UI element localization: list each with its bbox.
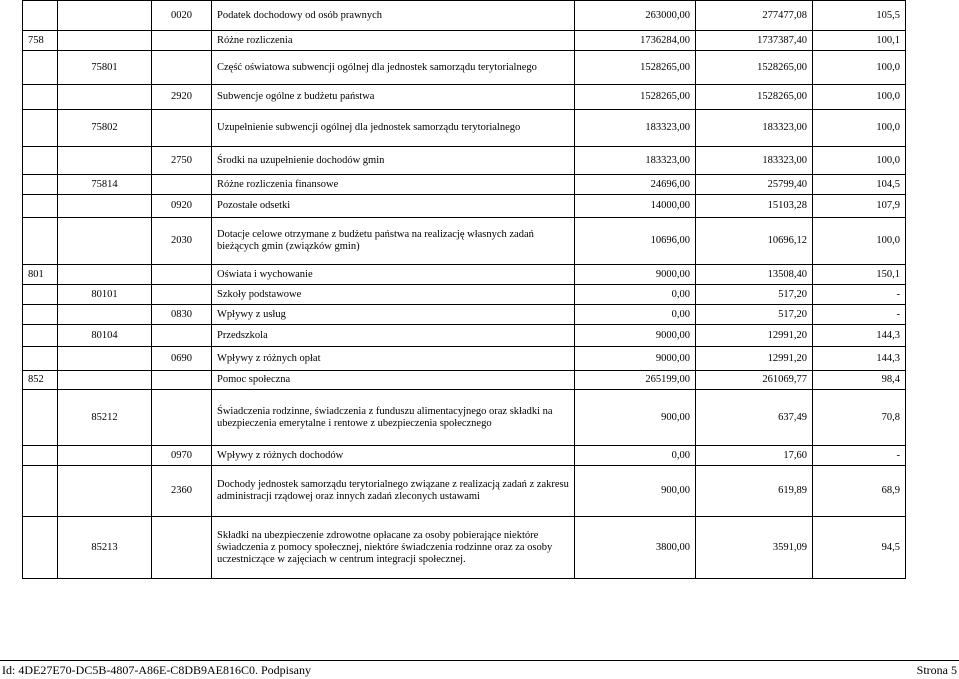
percent-cell: 100,0 bbox=[813, 110, 906, 147]
percent-cell: 98,4 bbox=[813, 371, 906, 390]
description-cell: Różne rozliczenia finansowe bbox=[212, 175, 575, 195]
paragraph-cell: 2030 bbox=[152, 218, 212, 265]
planned-amount-cell: 265199,00 bbox=[575, 371, 696, 390]
chapter-cell bbox=[58, 195, 152, 218]
section-cell bbox=[23, 110, 58, 147]
chapter-cell bbox=[58, 218, 152, 265]
section-cell bbox=[23, 347, 58, 371]
table-row bbox=[23, 147, 906, 175]
table-row bbox=[23, 218, 906, 265]
section-cell bbox=[23, 195, 58, 218]
percent-cell: 100,0 bbox=[813, 51, 906, 85]
planned-amount-cell: 0,00 bbox=[575, 446, 696, 466]
planned-amount-cell: 9000,00 bbox=[575, 325, 696, 347]
paragraph-cell: 0920 bbox=[152, 195, 212, 218]
percent-cell: 100,1 bbox=[813, 31, 906, 51]
description-cell: Świadczenia rodzinne, świadczenia z funduszu alimentacyjnego oraz składki na ubezpieczenia emerytalne i rentowe z ubezpieczenia społecznego bbox=[212, 390, 575, 446]
percent-cell: 150,1 bbox=[813, 265, 906, 285]
description-cell: Dotacje celowe otrzymane z budżetu państwa na realizację własnych zadań bieżących gmin (związków gmin) bbox=[212, 218, 575, 265]
chapter-cell: 75802 bbox=[58, 110, 152, 147]
executed-amount-cell: 12991,20 bbox=[696, 325, 813, 347]
planned-amount-cell: 1528265,00 bbox=[575, 85, 696, 110]
planned-amount-cell: 3800,00 bbox=[575, 517, 696, 579]
chapter-cell bbox=[58, 446, 152, 466]
chapter-cell bbox=[58, 305, 152, 325]
table-row bbox=[23, 390, 906, 446]
percent-cell: 100,0 bbox=[813, 147, 906, 175]
executed-amount-cell: 1737387,40 bbox=[696, 31, 813, 51]
percent-cell: 100,0 bbox=[813, 218, 906, 265]
planned-amount-cell: 1736284,00 bbox=[575, 31, 696, 51]
planned-amount-cell: 263000,00 bbox=[575, 1, 696, 31]
percent-cell: - bbox=[813, 446, 906, 466]
executed-amount-cell: 17,60 bbox=[696, 446, 813, 466]
budget-table bbox=[22, 0, 906, 579]
planned-amount-cell: 900,00 bbox=[575, 466, 696, 517]
paragraph-cell bbox=[152, 31, 212, 51]
planned-amount-cell: 14000,00 bbox=[575, 195, 696, 218]
planned-amount-cell: 900,00 bbox=[575, 390, 696, 446]
chapter-cell bbox=[58, 371, 152, 390]
chapter-cell bbox=[58, 85, 152, 110]
paragraph-cell: 0830 bbox=[152, 305, 212, 325]
executed-amount-cell: 15103,28 bbox=[696, 195, 813, 218]
paragraph-cell bbox=[152, 325, 212, 347]
chapter-cell bbox=[58, 265, 152, 285]
section-cell bbox=[23, 85, 58, 110]
percent-cell: 144,3 bbox=[813, 325, 906, 347]
chapter-cell: 85213 bbox=[58, 517, 152, 579]
table-row bbox=[23, 285, 906, 305]
description-cell: Różne rozliczenia bbox=[212, 31, 575, 51]
planned-amount-cell: 1528265,00 bbox=[575, 51, 696, 85]
paragraph-cell bbox=[152, 110, 212, 147]
section-cell bbox=[23, 147, 58, 175]
percent-cell: 107,9 bbox=[813, 195, 906, 218]
description-cell: Szkoły podstawowe bbox=[212, 285, 575, 305]
section-cell bbox=[23, 51, 58, 85]
executed-amount-cell: 25799,40 bbox=[696, 175, 813, 195]
percent-cell: 105,5 bbox=[813, 1, 906, 31]
paragraph-cell: 2920 bbox=[152, 85, 212, 110]
section-cell bbox=[23, 305, 58, 325]
table-row bbox=[23, 1, 906, 31]
planned-amount-cell: 0,00 bbox=[575, 285, 696, 305]
paragraph-cell bbox=[152, 265, 212, 285]
paragraph-cell: 2750 bbox=[152, 147, 212, 175]
paragraph-cell bbox=[152, 390, 212, 446]
chapter-cell: 80104 bbox=[58, 325, 152, 347]
executed-amount-cell: 1528265,00 bbox=[696, 85, 813, 110]
table-row bbox=[23, 325, 906, 347]
planned-amount-cell: 9000,00 bbox=[575, 265, 696, 285]
table-row bbox=[23, 517, 906, 579]
executed-amount-cell: 517,20 bbox=[696, 285, 813, 305]
percent-cell: 104,5 bbox=[813, 175, 906, 195]
executed-amount-cell: 10696,12 bbox=[696, 218, 813, 265]
executed-amount-cell: 261069,77 bbox=[696, 371, 813, 390]
description-cell: Wpływy z różnych dochodów bbox=[212, 446, 575, 466]
percent-cell: 100,0 bbox=[813, 85, 906, 110]
table-row bbox=[23, 265, 906, 285]
description-cell: Pozostałe odsetki bbox=[212, 195, 575, 218]
paragraph-cell: 0690 bbox=[152, 347, 212, 371]
percent-cell: - bbox=[813, 305, 906, 325]
executed-amount-cell: 12991,20 bbox=[696, 347, 813, 371]
description-cell: Wpływy z usług bbox=[212, 305, 575, 325]
table-row bbox=[23, 446, 906, 466]
chapter-cell: 80101 bbox=[58, 285, 152, 305]
description-cell: Uzupełnienie subwencji ogólnej dla jednostek samorządu terytorialnego bbox=[212, 110, 575, 147]
section-cell: 801 bbox=[23, 265, 58, 285]
percent-cell: - bbox=[813, 285, 906, 305]
section-cell bbox=[23, 466, 58, 517]
section-cell bbox=[23, 517, 58, 579]
executed-amount-cell: 619,89 bbox=[696, 466, 813, 517]
page-number: Strona 5 bbox=[916, 663, 957, 677]
description-cell: Środki na uzupełnienie dochodów gmin bbox=[212, 147, 575, 175]
description-cell: Przedszkola bbox=[212, 325, 575, 347]
chapter-cell bbox=[58, 1, 152, 31]
paragraph-cell: 2360 bbox=[152, 466, 212, 517]
table-row bbox=[23, 195, 906, 218]
budget-table-body bbox=[23, 1, 906, 579]
chapter-cell bbox=[58, 147, 152, 175]
percent-cell: 144,3 bbox=[813, 347, 906, 371]
planned-amount-cell: 9000,00 bbox=[575, 347, 696, 371]
section-cell bbox=[23, 1, 58, 31]
paragraph-cell bbox=[152, 175, 212, 195]
description-cell: Część oświatowa subwencji ogólnej dla jednostek samorządu terytorialnego bbox=[212, 51, 575, 85]
table-row bbox=[23, 85, 906, 110]
section-cell: 852 bbox=[23, 371, 58, 390]
planned-amount-cell: 24696,00 bbox=[575, 175, 696, 195]
percent-cell: 68,9 bbox=[813, 466, 906, 517]
paragraph-cell: 0970 bbox=[152, 446, 212, 466]
chapter-cell: 75801 bbox=[58, 51, 152, 85]
planned-amount-cell: 0,00 bbox=[575, 305, 696, 325]
percent-cell: 94,5 bbox=[813, 517, 906, 579]
table-row bbox=[23, 51, 906, 85]
description-cell: Subwencje ogólne z budżetu państwa bbox=[212, 85, 575, 110]
executed-amount-cell: 3591,09 bbox=[696, 517, 813, 579]
section-cell bbox=[23, 325, 58, 347]
chapter-cell: 85212 bbox=[58, 390, 152, 446]
description-cell: Pomoc społeczna bbox=[212, 371, 575, 390]
paragraph-cell: 0020 bbox=[152, 1, 212, 31]
section-cell bbox=[23, 446, 58, 466]
document-id: Id: 4DE27E70-DC5B-4807-A86E-C8DB9AE816C0. Podpisany bbox=[2, 663, 311, 677]
paragraph-cell bbox=[152, 517, 212, 579]
section-cell bbox=[23, 218, 58, 265]
paragraph-cell bbox=[152, 285, 212, 305]
chapter-cell bbox=[58, 466, 152, 517]
description-cell: Wpływy z różnych opłat bbox=[212, 347, 575, 371]
planned-amount-cell: 183323,00 bbox=[575, 110, 696, 147]
planned-amount-cell: 10696,00 bbox=[575, 218, 696, 265]
chapter-cell bbox=[58, 31, 152, 51]
table-row bbox=[23, 466, 906, 517]
description-cell: Dochody jednostek samorządu terytorialnego związane z realizacją zadań z zakresu administracji rządowej oraz innych zadań zleconych ustawami bbox=[212, 466, 575, 517]
table-row bbox=[23, 110, 906, 147]
page-footer bbox=[0, 660, 959, 679]
executed-amount-cell: 637,49 bbox=[696, 390, 813, 446]
chapter-cell bbox=[58, 347, 152, 371]
description-cell: Podatek dochodowy od osób prawnych bbox=[212, 1, 575, 31]
section-cell bbox=[23, 390, 58, 446]
paragraph-cell bbox=[152, 51, 212, 85]
planned-amount-cell: 183323,00 bbox=[575, 147, 696, 175]
table-row bbox=[23, 31, 906, 51]
executed-amount-cell: 517,20 bbox=[696, 305, 813, 325]
table-row bbox=[23, 347, 906, 371]
chapter-cell: 75814 bbox=[58, 175, 152, 195]
executed-amount-cell: 277477,08 bbox=[696, 1, 813, 31]
executed-amount-cell: 13508,40 bbox=[696, 265, 813, 285]
section-cell: 758 bbox=[23, 31, 58, 51]
section-cell bbox=[23, 175, 58, 195]
description-cell: Składki na ubezpieczenie zdrowotne opłacane za osoby pobierające niektóre świadczenia z pomocy społecznej, niektóre świadczenia rodzinne oraz za osoby uczestniczące w zajęciach w centrum integracji społecznej. bbox=[212, 517, 575, 579]
table-row bbox=[23, 371, 906, 390]
section-cell bbox=[23, 285, 58, 305]
percent-cell: 70,8 bbox=[813, 390, 906, 446]
executed-amount-cell: 1528265,00 bbox=[696, 51, 813, 85]
description-cell: Oświata i wychowanie bbox=[212, 265, 575, 285]
executed-amount-cell: 183323,00 bbox=[696, 110, 813, 147]
executed-amount-cell: 183323,00 bbox=[696, 147, 813, 175]
table-row bbox=[23, 175, 906, 195]
paragraph-cell bbox=[152, 371, 212, 390]
table-row bbox=[23, 305, 906, 325]
